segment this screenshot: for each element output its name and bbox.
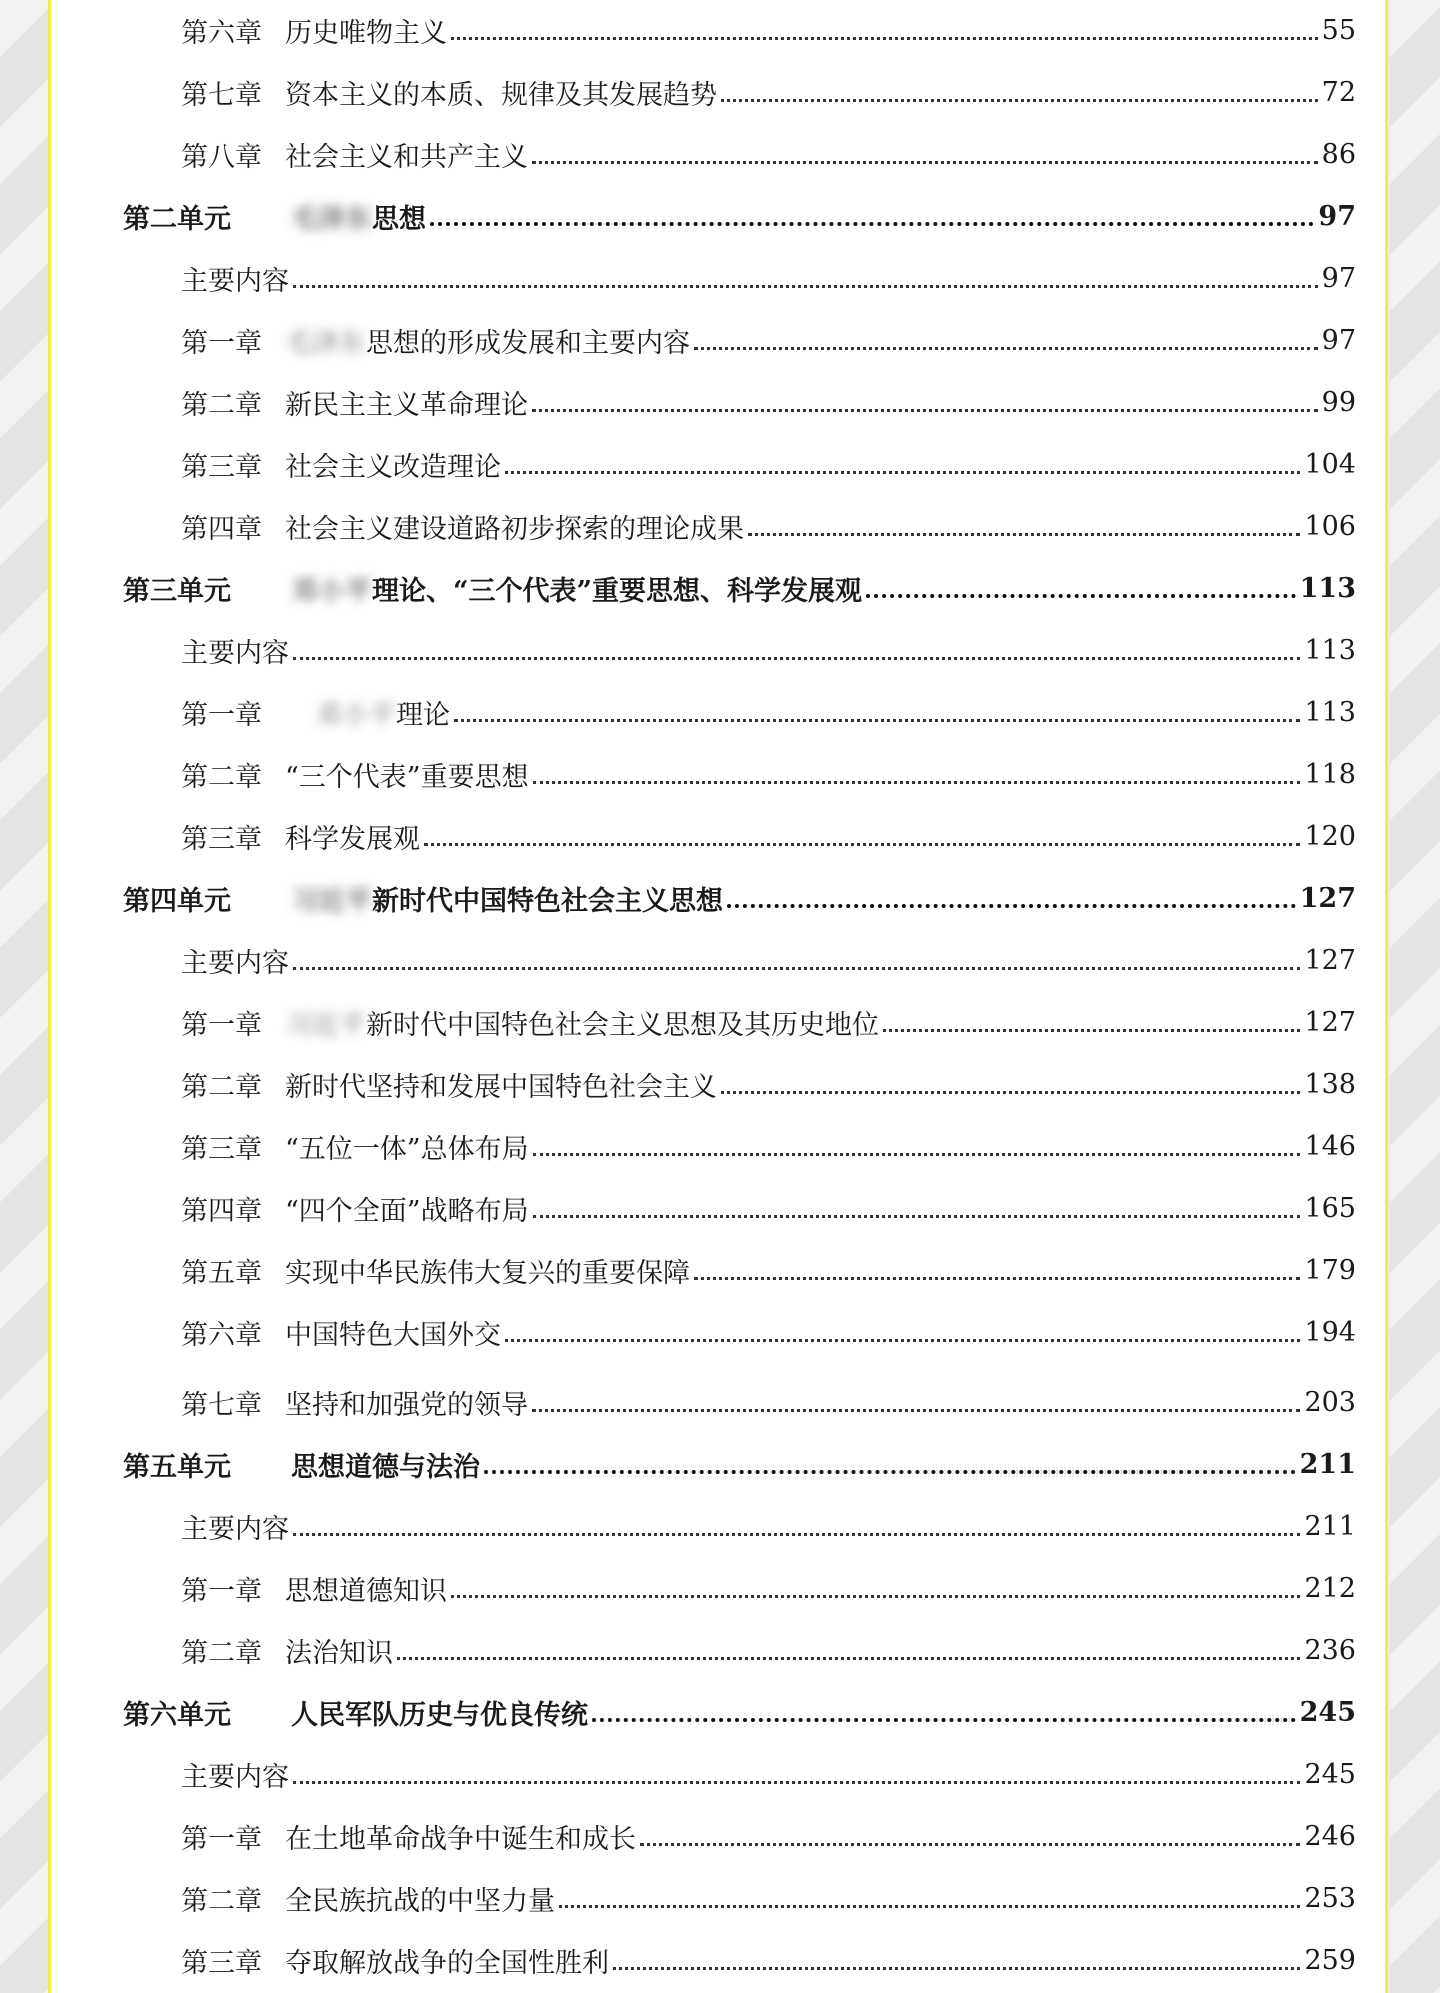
dot-leader: [532, 409, 1318, 412]
redacted-name: 毛泽东: [285, 327, 366, 359]
toc-page-number: 203: [1304, 1386, 1356, 1418]
toc-title: 历史唯物主义: [285, 17, 447, 49]
dot-leader: [866, 594, 1296, 598]
toc-prefix: 第六章: [181, 17, 262, 49]
dot-leader: [533, 1215, 1301, 1218]
toc-prefix: 第一章: [181, 1009, 262, 1041]
redacted-name: 习近平: [285, 1009, 366, 1041]
dot-leader: [451, 37, 1318, 40]
toc-prefix: 第一章: [181, 1575, 262, 1607]
toc-page-number: 212: [1304, 1572, 1356, 1604]
toc-prefix: 第四单元: [123, 885, 231, 917]
toc-page-number: 97: [1318, 200, 1356, 232]
dot-leader: [293, 967, 1300, 970]
dot-leader: [727, 904, 1296, 908]
toc-page-number: 120: [1304, 820, 1356, 852]
toc-prefix: 第七章: [181, 79, 262, 111]
dot-leader: [397, 1657, 1300, 1660]
dot-leader: [533, 781, 1301, 784]
toc-title: 新时代坚持和发展中国特色社会主义: [285, 1071, 717, 1103]
toc-prefix: 第四章: [181, 513, 262, 545]
toc-title: 夺取解放战争的全国性胜利: [285, 1947, 609, 1979]
toc-page-number: 211: [1304, 1510, 1356, 1542]
toc-page-number: 211: [1299, 1448, 1356, 1480]
toc-title: 资本主义的本质、规律及其发展趋势: [285, 79, 717, 111]
dot-leader: [694, 347, 1318, 350]
toc-prefix: 第三章: [181, 823, 262, 855]
dot-leader: [484, 1470, 1296, 1474]
toc-page-number: 113: [1304, 696, 1356, 728]
toc-unit-row[interactable]: [123, 1444, 1356, 1484]
dot-leader: [592, 1718, 1296, 1722]
toc-title: 理论: [396, 699, 450, 731]
toc-page-number: 245: [1304, 1758, 1356, 1790]
toc-page-number: 236: [1304, 1634, 1356, 1666]
toc-prefix: 第二章: [181, 761, 262, 793]
toc-chapter-row[interactable]: [181, 1630, 1356, 1670]
toc-page-number: 97: [1321, 324, 1356, 356]
dot-leader: [505, 1339, 1300, 1342]
toc-unit-row[interactable]: [123, 568, 1356, 608]
toc-unit-row[interactable]: [123, 1692, 1356, 1732]
toc-chapter-row[interactable]: [181, 258, 1356, 298]
dot-leader: [883, 1029, 1300, 1032]
toc-chapter-row[interactable]: [181, 1188, 1356, 1228]
toc-title: 社会主义改造理论: [285, 451, 501, 483]
toc-prefix: 第二章: [181, 1637, 262, 1669]
dot-leader: [532, 1409, 1300, 1412]
toc-chapter-row[interactable]: [181, 382, 1356, 422]
toc-title: 新时代中国特色社会主义思想: [372, 885, 723, 917]
toc-chapter-row[interactable]: [181, 1064, 1356, 1104]
toc-prefix: 第五单元: [123, 1451, 231, 1483]
toc-chapter-row[interactable]: [181, 1506, 1356, 1546]
toc-title: 在土地革命战争中诞生和成长: [285, 1823, 636, 1855]
toc-title: 科学发展观: [285, 823, 420, 855]
toc-chapter-row[interactable]: [181, 1126, 1356, 1166]
toc-page-number: 246: [1304, 1820, 1356, 1852]
toc-chapter-row[interactable]: [181, 1816, 1356, 1856]
dot-leader: [721, 99, 1318, 102]
redacted-name: 毛泽东: [291, 203, 372, 235]
toc-prefix: 第三章: [181, 451, 262, 483]
toc-page-number: 55: [1321, 14, 1356, 46]
toc-chapter-row[interactable]: [181, 1250, 1356, 1290]
toc-page-number: 118: [1304, 758, 1356, 790]
toc-chapter-row[interactable]: [181, 630, 1356, 670]
toc-prefix: 第三章: [181, 1133, 262, 1165]
toc-title: 法治知识: [285, 1637, 393, 1669]
toc-page-number: 106: [1304, 510, 1356, 542]
toc-unit-row[interactable]: [123, 878, 1356, 918]
dot-leader: [293, 285, 1318, 288]
toc-chapter-row[interactable]: [181, 1754, 1356, 1794]
toc-prefix: 第六单元: [123, 1699, 231, 1731]
toc-prefix: 第八章: [181, 141, 262, 173]
toc-title: 新民主主义革命理论: [285, 389, 528, 421]
toc-page-number: 179: [1304, 1254, 1356, 1286]
toc-title: 社会主义建设道路初步探索的理论成果: [285, 513, 744, 545]
toc-page-number: 127: [1304, 944, 1356, 976]
toc-title: 思想道德知识: [285, 1575, 447, 1607]
toc-chapter-row[interactable]: [181, 1940, 1356, 1980]
redacted-name: 邓小平: [291, 575, 372, 607]
dot-leader: [640, 1843, 1300, 1846]
toc-chapter-row[interactable]: [181, 1382, 1356, 1422]
toc-title: 主要内容: [181, 1513, 289, 1545]
toc-title: 主要内容: [181, 265, 289, 297]
toc-chapter-row[interactable]: [181, 692, 1356, 732]
toc-page-number: 138: [1304, 1068, 1356, 1100]
dot-leader: [613, 1967, 1300, 1970]
toc-chapter-row[interactable]: [181, 506, 1356, 546]
toc-title: “四个全面”战略布局: [285, 1195, 529, 1227]
background-right: [1390, 0, 1440, 1993]
toc-title: 人民军队历史与优良传统: [291, 1699, 588, 1731]
dot-leader: [293, 1781, 1300, 1784]
toc-prefix: 第六章: [181, 1319, 262, 1351]
toc-page-number: 245: [1299, 1696, 1356, 1728]
toc-title: 实现中华民族伟大复兴的重要保障: [285, 1257, 690, 1289]
toc-title: 思想的形成发展和主要内容: [366, 327, 690, 359]
toc-page-number: 99: [1321, 386, 1356, 418]
toc-chapter-row[interactable]: [181, 816, 1356, 856]
redacted-name: 习近平: [291, 885, 372, 917]
dot-leader: [430, 222, 1314, 226]
redacted-name: 邓小平: [315, 699, 396, 731]
dot-leader: [533, 1153, 1301, 1156]
toc-prefix: 第二章: [181, 1885, 262, 1917]
dot-leader: [451, 1595, 1300, 1598]
toc-prefix: 第一章: [181, 327, 262, 359]
toc-prefix: 第二章: [181, 1071, 262, 1103]
toc-chapter-row[interactable]: [181, 1312, 1356, 1352]
toc-title: 坚持和加强党的领导: [285, 1389, 528, 1421]
toc-page-number: 113: [1304, 634, 1356, 666]
toc-chapter-row[interactable]: [181, 134, 1356, 174]
toc-chapter-row[interactable]: [181, 444, 1356, 484]
toc-page-number: 127: [1304, 1006, 1356, 1038]
toc-prefix: 第七章: [181, 1389, 262, 1421]
toc-prefix: 第二单元: [123, 203, 231, 235]
toc-title: 新时代中国特色社会主义思想及其历史地位: [366, 1009, 879, 1041]
toc-title: 思想道德与法治: [291, 1451, 480, 1483]
toc-page-number: 86: [1321, 138, 1356, 170]
toc-chapter-row[interactable]: [181, 1002, 1356, 1042]
toc-title: 理论、“三个代表”重要思想、科学发展观: [372, 575, 863, 607]
dot-leader: [559, 1905, 1300, 1908]
toc-chapter-row[interactable]: [181, 1568, 1356, 1608]
toc-page-number: 113: [1299, 572, 1356, 604]
dot-leader: [505, 471, 1300, 474]
toc-chapter-row[interactable]: [181, 320, 1356, 360]
toc-title: 思想: [372, 203, 426, 235]
dot-leader: [293, 657, 1300, 660]
toc-title: 社会主义和共产主义: [285, 141, 528, 173]
dot-leader: [454, 719, 1300, 722]
dot-leader: [293, 1533, 1300, 1536]
toc-chapter-row[interactable]: [181, 940, 1356, 980]
toc-title: “三个代表”重要思想: [285, 761, 529, 793]
toc-chapter-row[interactable]: [181, 10, 1356, 50]
toc-chapter-row[interactable]: [181, 72, 1356, 112]
dot-leader: [424, 843, 1300, 846]
toc-chapter-row[interactable]: [181, 754, 1356, 794]
toc-title: 全民族抗战的中坚力量: [285, 1885, 555, 1917]
toc-page-number: 146: [1304, 1130, 1356, 1162]
dot-leader: [694, 1277, 1300, 1280]
toc-page-number: 104: [1304, 448, 1356, 480]
toc-page-number: 259: [1304, 1944, 1356, 1976]
toc-prefix: 第四章: [181, 1195, 262, 1227]
toc-prefix: 第五章: [181, 1257, 262, 1289]
document-page: [48, 0, 1388, 1993]
dot-leader: [532, 161, 1318, 164]
toc-title: 主要内容: [181, 947, 289, 979]
toc-prefix: 第三章: [181, 1947, 262, 1979]
toc-title: 主要内容: [181, 1761, 289, 1793]
toc-page-number: 72: [1321, 76, 1356, 108]
dot-leader: [721, 1091, 1300, 1094]
toc-title: “五位一体”总体布局: [285, 1133, 529, 1165]
toc-page-number: 253: [1304, 1882, 1356, 1914]
toc-title: 主要内容: [181, 637, 289, 669]
dot-leader: [748, 533, 1300, 536]
toc-prefix: 第一章: [181, 1823, 262, 1855]
toc-prefix: 第一章: [181, 699, 262, 731]
toc-prefix: 第二章: [181, 389, 262, 421]
toc-title: 中国特色大国外交: [285, 1319, 501, 1351]
toc-prefix: 第三单元: [123, 575, 231, 607]
toc-chapter-row[interactable]: [181, 1878, 1356, 1918]
toc-page-number: 127: [1299, 882, 1356, 914]
toc-unit-row[interactable]: [123, 196, 1356, 236]
toc-page-number: 165: [1304, 1192, 1356, 1224]
toc-page-number: 97: [1321, 262, 1356, 294]
toc-page-number: 194: [1304, 1316, 1356, 1348]
